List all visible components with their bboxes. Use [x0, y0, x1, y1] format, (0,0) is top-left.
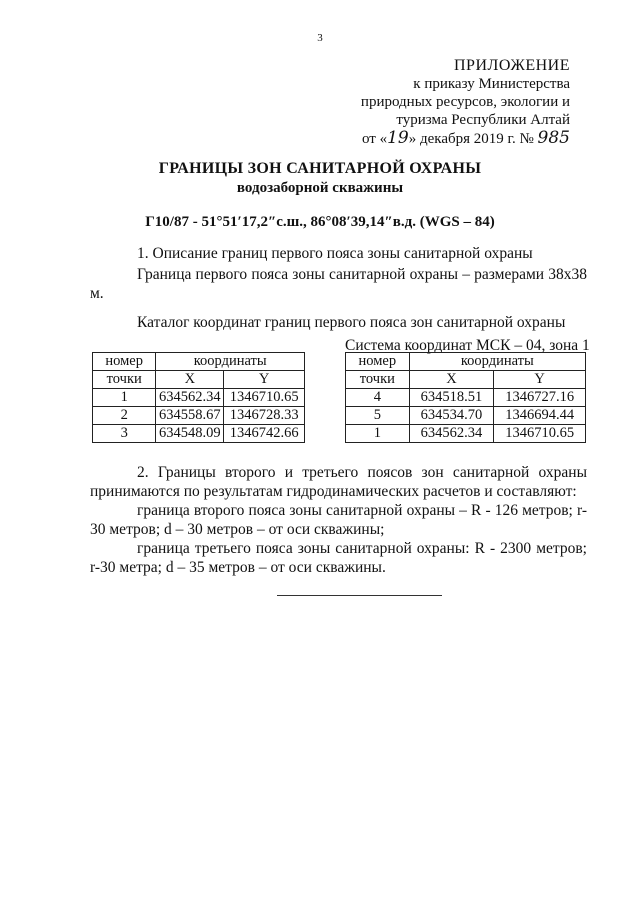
header-point: номер	[346, 353, 410, 371]
appendix-line: туризма Республики Алтай	[396, 112, 570, 128]
handwritten-order-number: 985	[537, 128, 570, 148]
point-number: 1	[346, 425, 410, 443]
header-point: номер	[93, 353, 156, 371]
well-coordinates: Г10/87 - 51°51′17,2″с.ш., 86°08′39,14″в.д. (WGS – 84)	[145, 214, 495, 230]
header-y: Y	[494, 371, 586, 389]
point-number: 5	[346, 407, 410, 425]
appendix-line: природных ресурсов, экологии и	[360, 94, 570, 110]
appendix-date-line	[310, 129, 570, 148]
point-number: 1	[93, 389, 156, 407]
y-value: 1346727.16	[494, 389, 586, 407]
handwritten-day: 19	[387, 128, 409, 148]
x-value: 634518.51	[409, 389, 494, 407]
table-row	[93, 389, 305, 407]
x-value: 634534.70	[409, 407, 494, 425]
header-y: Y	[224, 371, 305, 389]
section2-second-belt: граница второго пояса зоны санитарной охраны – R - 126 метров; r-30 метров; d – 30 метров – от оси скважины;	[90, 502, 587, 538]
header-x: X	[156, 371, 224, 389]
header-point: точки	[346, 371, 410, 389]
appendix-line: к приказу Министерства	[413, 76, 570, 92]
appendix-heading: ПРИЛОЖЕНИЕ	[453, 57, 570, 74]
table-row	[93, 407, 305, 425]
y-value: 1346710.65	[494, 425, 586, 443]
table-row	[346, 407, 586, 425]
point-number: 2	[93, 407, 156, 425]
document-title: ГРАНИЦЫ ЗОН САНИТАРНОЙ ОХРАНЫ	[158, 160, 482, 177]
catalog-title: Каталог координат границ первого пояса зон санитарной охраны	[137, 314, 566, 331]
section1-heading: 1. Описание границ первого пояса зоны санитарной охраны	[137, 245, 533, 262]
header-coords: координаты	[156, 353, 305, 371]
y-value: 1346728.33	[224, 407, 305, 425]
y-value: 1346694.44	[494, 407, 586, 425]
x-value: 634548.09	[156, 425, 224, 443]
table-row	[346, 389, 586, 407]
y-value: 1346742.66	[224, 425, 305, 443]
title-block	[0, 160, 640, 197]
section1-text: Граница первого пояса зоны санитарной охраны – размерами 38х38 м.	[90, 266, 587, 302]
table-row	[93, 425, 305, 443]
header-point: точки	[93, 371, 156, 389]
signature-line	[277, 595, 442, 596]
x-value: 634562.34	[156, 389, 224, 407]
document-subtitle: водозаборной скважины	[236, 180, 404, 196]
coordinate-system: Система координат МСК – 04, зона 1	[345, 337, 590, 354]
point-number: 3	[93, 425, 156, 443]
table-row	[346, 425, 586, 443]
header-x: X	[409, 371, 494, 389]
page-number: 3	[317, 32, 323, 44]
header-coords: координаты	[409, 353, 585, 371]
coordinates-table-left	[92, 352, 305, 443]
x-value: 634562.34	[409, 425, 494, 443]
point-number: 4	[346, 389, 410, 407]
date-middle: » декабря 2019 г. №	[408, 131, 534, 147]
date-prefix: от «	[361, 131, 388, 147]
y-value: 1346710.65	[224, 389, 305, 407]
coordinates-table-right	[345, 352, 586, 443]
appendix-block	[310, 57, 570, 148]
x-value: 634558.67	[156, 407, 224, 425]
section2-intro: 2. Границы второго и третьего поясов зон санитарной охраны принимаются по результатам гидродинамических расчетов и составляют:	[90, 464, 587, 500]
section2-third-belt: граница третьего пояса зоны санитарной охраны: R - 2300 метров; r-30 метра; d – 35 метров – от оси скважины.	[90, 540, 587, 576]
